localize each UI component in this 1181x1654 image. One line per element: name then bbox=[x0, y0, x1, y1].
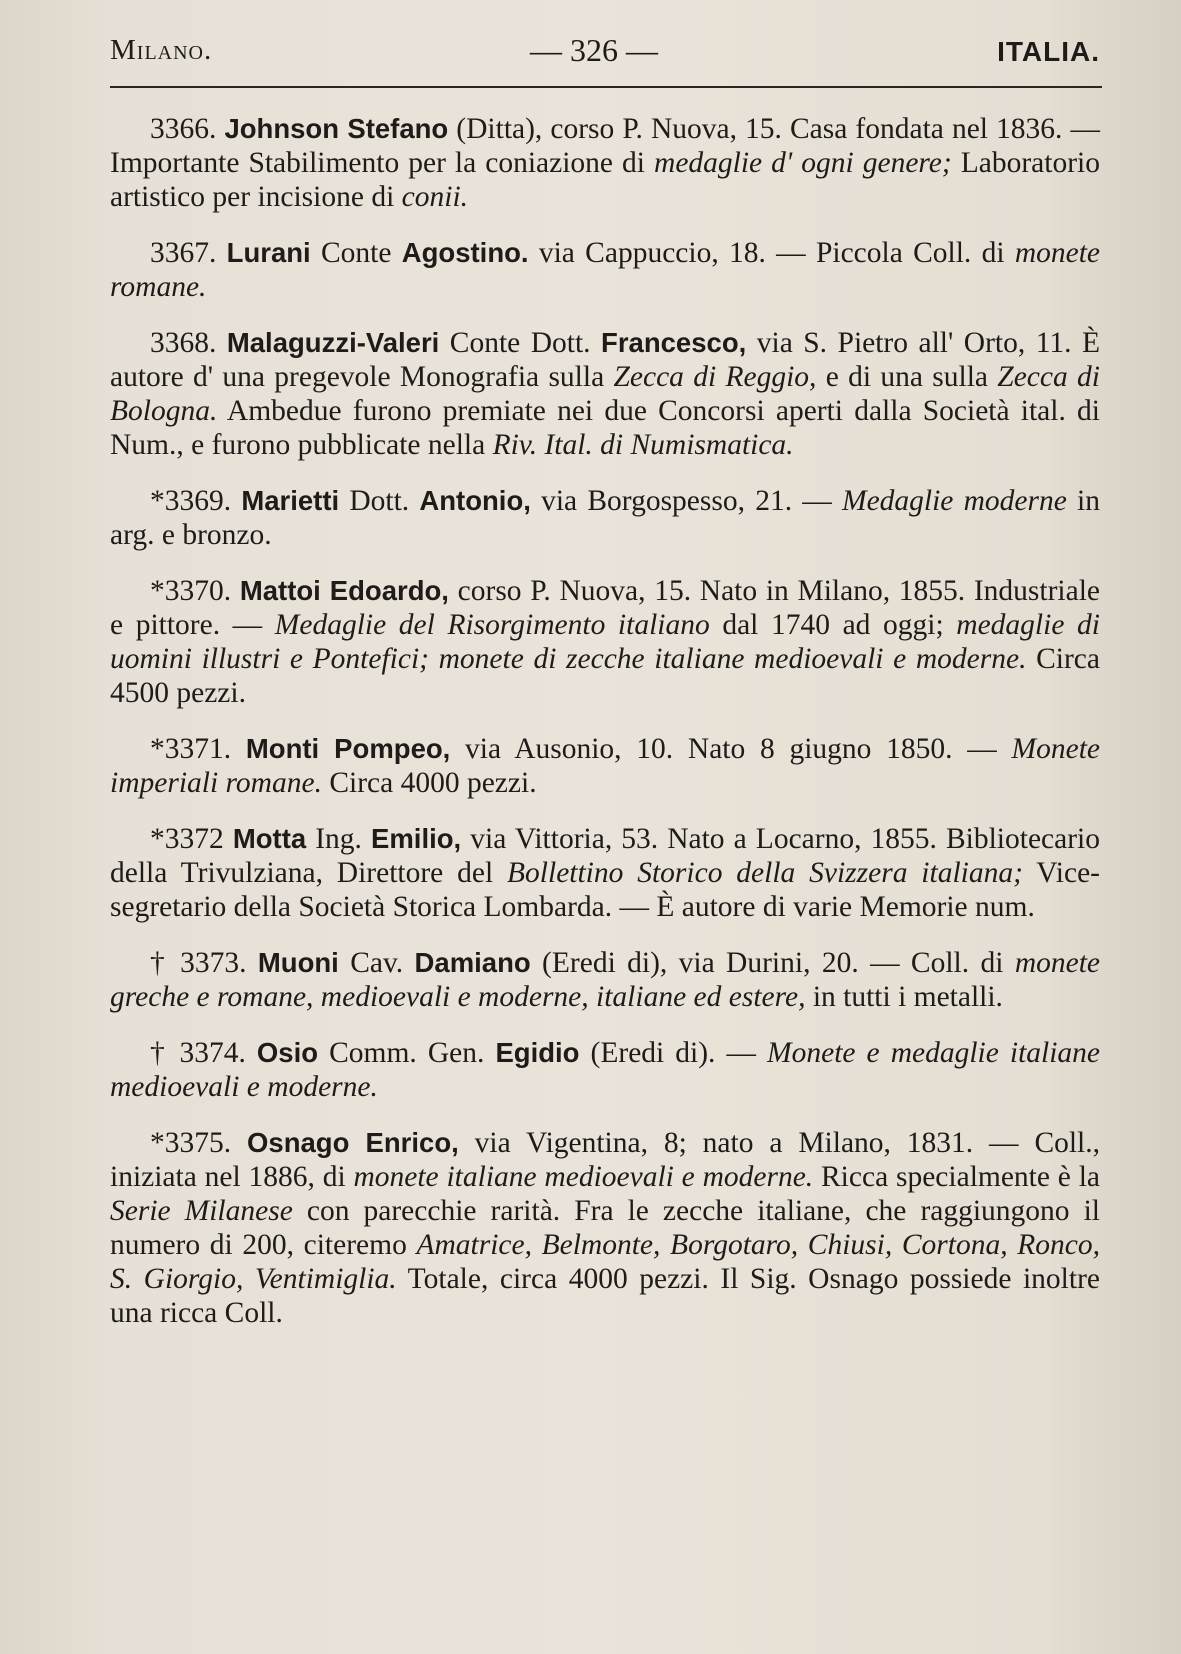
entry-text: Totale, circa 4000 pezzi. Il Sig. Osnago possiede inoltre una ricca Coll. bbox=[110, 1263, 1100, 1329]
entry-italic-text: monete greche e romane, medioevali e moderne, italiane ed estere, bbox=[110, 947, 1101, 1013]
entry-italic-text: Zecca di Bologna. bbox=[110, 361, 1100, 427]
collector-entry bbox=[110, 1126, 1100, 1330]
entry-text bbox=[231, 575, 240, 607]
entry-italic-text: Medaglie del Risorgimento italiano bbox=[274, 609, 710, 641]
entry-text: via Cappuccio, 18. — Piccola Coll. di bbox=[528, 237, 1015, 269]
entry-number: *3369. bbox=[150, 485, 232, 517]
entry-text: Ricca specialmente è la bbox=[813, 1161, 1100, 1193]
entry-italic-text: conii. bbox=[401, 181, 469, 213]
collector-entry bbox=[110, 236, 1100, 304]
entry-text: Dott. bbox=[339, 485, 420, 517]
entry-italic-text: Medaglie moderne bbox=[842, 485, 1067, 517]
entry-name-bold: Marietti bbox=[241, 485, 340, 516]
entry-number: *3375. bbox=[150, 1127, 232, 1159]
entry-number: 3367. bbox=[150, 237, 217, 269]
entry-italic-text: monete italiane medioevali e moderne. bbox=[353, 1161, 814, 1193]
entry-text: Vice-segretario della Società Storica Lombarda. — È autore di varie Memorie num. bbox=[110, 857, 1100, 923]
entry-text: (Ditta), corso P. Nuova, 15. Casa fondata nel 1836. — Importante Stabilimento per la coniazione di bbox=[110, 113, 1101, 179]
entry-text: Conte bbox=[310, 237, 402, 269]
entry-italic-text: Serie Milanese bbox=[110, 1195, 293, 1227]
entry-number: *3370. bbox=[150, 575, 232, 607]
entry-text: (Eredi di), via Durini, 20. — Coll. di bbox=[530, 947, 1015, 979]
entry-number: *3371. bbox=[150, 733, 232, 765]
entry-text: Conte Dott. bbox=[439, 327, 602, 359]
entry-text: Cav. bbox=[338, 947, 415, 979]
collector-entry bbox=[110, 574, 1100, 710]
entry-text: Ing. bbox=[306, 823, 372, 855]
entry-text: dal 1740 ad oggi; bbox=[709, 609, 957, 641]
entry-text: via S. Pietro all' Orto, 11. È autore d' una pregevole Monografia sulla bbox=[110, 327, 1100, 393]
entry-name-bold: Monti Pompeo, bbox=[245, 733, 451, 764]
collector-entry bbox=[110, 946, 1100, 1014]
entry-name-bold: Damiano bbox=[414, 947, 531, 978]
entry-number: † 3374. bbox=[150, 1037, 246, 1069]
entry-text: in tutti i metalli. bbox=[805, 981, 1003, 1013]
entry-text: (Eredi di). — bbox=[579, 1037, 768, 1069]
collector-entry bbox=[110, 822, 1100, 924]
entry-text: e di una sulla bbox=[816, 361, 998, 393]
entry-text: via Ausonio, 10. Nato 8 giugno 1850. — bbox=[450, 733, 1012, 765]
entry-name-bold: Egidio bbox=[495, 1037, 580, 1068]
entry-text: Circa 4500 pezzi. bbox=[110, 643, 1100, 709]
entry-name-bold: Mattoi Edoardo, bbox=[239, 575, 449, 606]
entry-name-bold: Johnson Stefano bbox=[224, 113, 449, 144]
header-country: ITALIA. bbox=[997, 36, 1100, 67]
header-rule bbox=[110, 86, 1102, 88]
collector-entry bbox=[110, 732, 1100, 800]
entry-number: † 3373. bbox=[150, 947, 247, 979]
entry-text bbox=[231, 1127, 247, 1159]
entry-text: Ambedue furono premiate nei due Concorsi aperti dalla Società ital. di Num., e furono pubblicate nella bbox=[110, 395, 1100, 461]
entry-text: corso P. Nuova, 15. Nato in Milano, 1855. Industriale e pittore. — bbox=[110, 575, 1101, 641]
entry-text: con parecchie rarità. Fra le zecche italiane, che raggiungono il numero di 200, citeremo bbox=[110, 1195, 1100, 1261]
entry-list bbox=[110, 112, 1100, 1352]
entry-number: 3366. bbox=[150, 113, 217, 145]
entry-italic-text: Bollettino Storico della Svizzera italiana; bbox=[507, 857, 1023, 889]
collector-entry bbox=[110, 326, 1100, 462]
entry-name-bold: Emilio, bbox=[371, 823, 462, 854]
entry-name-bold: Antonio, bbox=[419, 485, 531, 516]
entry-text bbox=[231, 733, 246, 765]
entry-name-bold: Francesco, bbox=[601, 327, 747, 358]
collector-entry bbox=[110, 112, 1100, 214]
entry-name-bold: Motta bbox=[232, 823, 307, 854]
entry-name-bold: Malaguzzi-Valeri bbox=[226, 327, 440, 358]
entry-italic-text: Amatrice, Belmonte, Borgotaro, Chiusi, Cortona, Ronco, S. Giorgio, Ventimiglia. bbox=[110, 1229, 1100, 1295]
entry-text bbox=[246, 1037, 257, 1069]
entry-italic-text: medaglie di uomini illustri e Pontefici; monete di zecche italiane medioevali e moderne. bbox=[110, 609, 1100, 675]
entry-number: 3368. bbox=[150, 327, 217, 359]
running-header bbox=[110, 30, 1100, 86]
entry-number: *3372 bbox=[150, 823, 224, 855]
entry-name-bold: Osio bbox=[256, 1037, 319, 1068]
entry-text: via Vigentina, 8; nato a Milano, 1831. — Coll., iniziata nel 1886, di bbox=[110, 1127, 1101, 1193]
entry-text bbox=[231, 485, 241, 517]
entry-text: via Vittoria, 53. Nato a Locarno, 1855. Bibliotecario della Trivulziana, Direttore del bbox=[110, 823, 1101, 889]
entry-italic-text: Zecca di Reggio, bbox=[613, 361, 817, 393]
page-number: — 326 — bbox=[530, 32, 658, 68]
entry-italic-text: Riv. Ital. di Numismatica. bbox=[492, 429, 794, 461]
header-city: Milano. bbox=[110, 34, 213, 66]
entry-text: via Borgospesso, 21. — bbox=[530, 485, 842, 517]
entry-text bbox=[216, 237, 226, 269]
entry-text: Comm. Gen. bbox=[318, 1037, 496, 1069]
entry-italic-text: Monete imperiali romane. bbox=[110, 733, 1100, 799]
entry-name-bold: Lurani bbox=[226, 237, 311, 268]
collector-entry bbox=[110, 1036, 1100, 1104]
collector-entry bbox=[110, 484, 1100, 552]
entry-name-bold: Muoni bbox=[257, 947, 339, 978]
entry-italic-text: monete romane. bbox=[110, 237, 1101, 303]
entry-name-bold: Osnago Enrico, bbox=[247, 1127, 459, 1158]
entry-text bbox=[224, 823, 233, 855]
entry-text bbox=[216, 327, 226, 359]
entry-name-bold: Agostino. bbox=[401, 237, 529, 268]
entry-text: Circa 4000 pezzi. bbox=[321, 767, 537, 799]
entry-text bbox=[247, 947, 258, 979]
entry-italic-text: Monete e medaglie italiane medioevali e moderne. bbox=[110, 1037, 1101, 1103]
entry-italic-text: medaglie d' ogni genere; bbox=[654, 147, 952, 179]
entry-text: Laboratorio artistico per incisione di bbox=[110, 147, 1100, 213]
entry-text: in arg. e bronzo. bbox=[110, 485, 1101, 551]
